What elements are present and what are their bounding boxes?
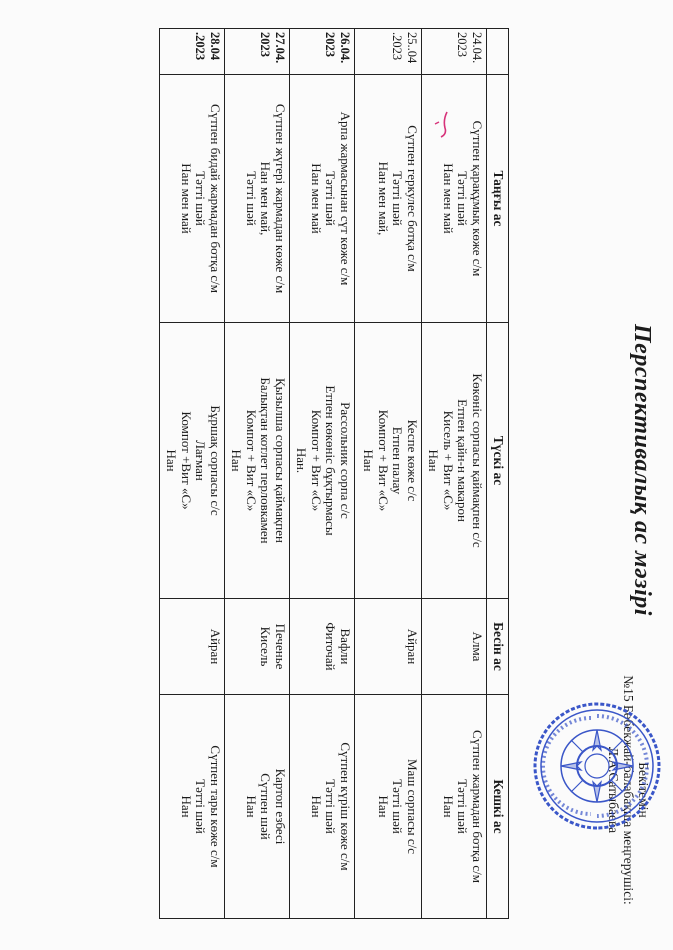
approval-line-name: Л.А.Сатыбаева [606,746,621,834]
document-title: Перспективалық ас мәзірі [629,324,655,616]
row-date: 26.04. 2023 [290,29,355,75]
row-snack: Айран [355,599,422,695]
row-date: 25..04 .2023 [355,29,422,75]
approval-line-approve: Бекітемін [636,762,651,818]
row-dinner: Сүтпен жармадан ботқа с/м Тәтті шәй Нан [422,695,487,919]
table-row [355,29,422,919]
row-dinner: Маш сорпасы с/с Тәтті шәй Нан [355,695,422,919]
row-breakfast: Сүтпен геркулес ботқа с/м Тәтті шәй Нан мен май, [355,75,422,323]
row-lunch: Рассольник сорпа с/с Етпен көкөніс бұқтырмасы Компот + Вит «С» Нан. [290,323,355,599]
menu-table [159,28,509,919]
row-date: 24.04. 2023 [422,29,487,75]
approval-line-position: №15 Бөбекжай-балабақша меңгерушісі: [621,675,636,905]
row-breakfast: Арпа жармасынан сүт көже с/м Тәтті шәй Нан мен май [290,75,355,323]
official-stamp-icon [531,700,663,832]
header-breakfast: Таңғы ас [487,75,509,323]
row-snack: Вафли Фиточай [290,599,355,695]
table-header-row [487,29,509,919]
row-lunch: Қызылша сорпасы қаймақпен Балықтан котлет перловкамен Компот + Вит «С» Нан [225,323,290,599]
row-lunch: Кеспе көже с/с Етпен палау Компот + Вит «С» Нан [355,323,422,599]
header-date [487,29,509,75]
header-dinner: Кешкі ас [487,695,509,919]
row-dinner: Сүтпен тары көже с/м Тәтті шәй Нан [160,695,225,919]
row-snack: Алма [422,599,487,695]
table-row [225,29,290,919]
row-dinner: Картоп езбесі Сүтпен шәй Нан [225,695,290,919]
table-row [290,29,355,919]
row-date: 27.04. 2023 [225,29,290,75]
row-date: 28.04 .2023 [160,29,225,75]
row-lunch: Бұршақ сорпасы с/с Лағман Компот +Вит «С» Нан [160,323,225,599]
header-lunch: Түскі ас [487,323,509,599]
table-row [422,29,487,919]
row-lunch: Көкөніс сорпасы қаймақпен с/с Етпен қайн-н макарон Кисель + Вит «С» Нан [422,323,487,599]
row-breakfast: Сүтпен бидай жармадан ботқа с/м Тәтті шәй Нан мен май [160,75,225,323]
table-row [160,29,225,919]
row-snack: Печенье Кисель [225,599,290,695]
row-breakfast: Сүтпен жүгері жармадан көже с/м Нан мен май, Тәтті шәй [225,75,290,323]
row-dinner: Сүтпен күріш көже с/м Тәтті шәй Нан [290,695,355,919]
row-snack: Айран [160,599,225,695]
header-snack: Бесін ас [487,599,509,695]
row-breakfast: Сүтпен қарақұмық көже с/м Тәтті шәй Нан мен май [422,75,487,323]
